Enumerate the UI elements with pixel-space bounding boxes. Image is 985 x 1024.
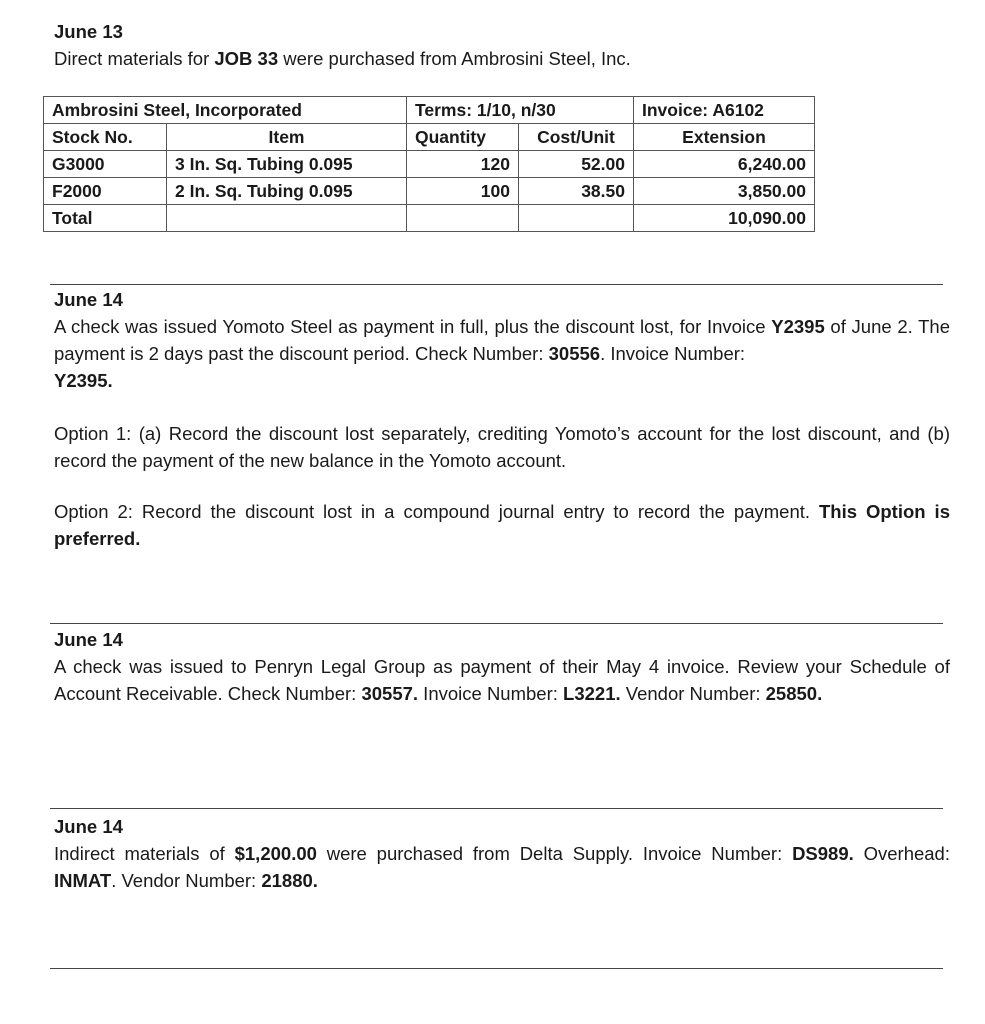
- entry-june-14-delta: [54, 813, 950, 894]
- vendor-name: Ambrosini Steel, Incorporated: [44, 97, 407, 124]
- option-1-text: Option 1: (a) Record the discount lost separately, crediting Yomoto’s account for the lost discount, and (b) record the payment of the new balance in the Yomoto account.: [54, 423, 950, 471]
- divider: [50, 284, 943, 285]
- entry-text: A check was issued Yomoto Steel as payment in full, plus the discount lost, for Invoice Y2395 of June 2. The payment is 2 days past the discount period. Check Number: 30556. Invoice Number: Y2395.: [54, 316, 951, 391]
- total-label: Total: [44, 205, 167, 232]
- divider: [50, 623, 943, 624]
- entry-date: June 14: [54, 816, 123, 837]
- divider: [50, 808, 943, 809]
- job-number: JOB 33: [214, 48, 279, 69]
- entry-text: Indirect materials of $1,200.00 were purchased from Delta Supply. Invoice Number: DS989. Overhead: INMAT. Vendor Number: 21880.: [54, 843, 950, 891]
- total-row: [44, 205, 815, 232]
- table-row: G3000 3 In. Sq. Tubing 0.095 120 52.00 6,240.00: [44, 151, 815, 178]
- entry-june-13: [54, 18, 950, 72]
- invoice-header-row: [44, 97, 815, 124]
- col-item: Item: [167, 124, 407, 151]
- option-2-text: Option 2: Record the discount lost in a compound journal entry to record the payment. This Option is preferred.: [54, 501, 950, 549]
- col-cost: Cost/Unit: [519, 124, 634, 151]
- col-stock: Stock No.: [44, 124, 167, 151]
- invoice-table: [43, 96, 815, 232]
- entry-june-14-yomoto: [54, 286, 950, 552]
- col-quantity: Quantity: [407, 124, 519, 151]
- invoice-terms: Terms: 1/10, n/30: [407, 97, 634, 124]
- total-value: 10,090.00: [634, 205, 815, 232]
- entry-date: June 13: [54, 21, 123, 42]
- entry-date: June 14: [54, 289, 123, 310]
- col-extension: Extension: [634, 124, 815, 151]
- divider: [50, 968, 943, 969]
- entry-text: Direct materials for JOB 33 were purchased from Ambrosini Steel, Inc.: [54, 48, 631, 69]
- column-headers: [44, 124, 815, 151]
- invoice-number: Invoice: A6102: [634, 97, 815, 124]
- table-row: F2000 2 In. Sq. Tubing 0.095 100 38.50 3,850.00: [44, 178, 815, 205]
- entry-june-14-penryn: [54, 626, 950, 707]
- entry-date: June 14: [54, 629, 123, 650]
- entry-text: A check was issued to Penryn Legal Group as payment of their May 4 invoice. Review your Schedule of Account Receivable. Check Number: 30557. Invoice Number: L3221. Vendor Number: 25850.: [54, 656, 950, 704]
